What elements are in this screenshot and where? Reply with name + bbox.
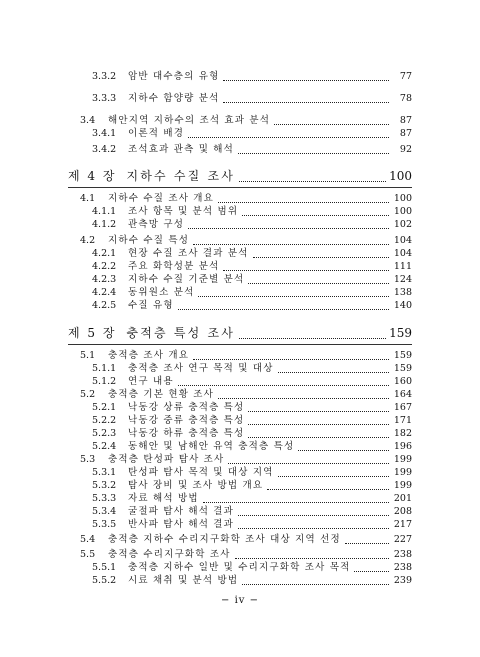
toc-entry-number: 4.2.4	[92, 287, 117, 298]
toc-entry-page: 164	[393, 389, 412, 400]
toc-entry-number: 5.3.3	[92, 493, 117, 504]
toc-entry-number: 4.2.1	[92, 248, 117, 259]
toc-entry[interactable]	[92, 518, 412, 532]
toc-entry-title: 충적층 지하수 일반 및 수리지구화학 조사 목적	[128, 562, 351, 573]
toc-entry-title: 동위원소 분석	[128, 287, 195, 298]
dot-leader	[223, 270, 389, 271]
toc-entry-title: 지하수 수질 조사 개요	[108, 193, 215, 204]
toc-entry-page: 196	[393, 441, 412, 452]
toc-entry-page: 140	[393, 300, 412, 311]
toc-entry-title: 충적층 조사 개요	[108, 350, 190, 361]
toc-entry-title: 지하수 함양량 분석	[128, 93, 220, 104]
toc-entry[interactable]	[92, 574, 412, 588]
dot-leader	[188, 228, 389, 229]
toc-entry-title: 해안지역 지하수의 조석 효과 분석	[108, 115, 271, 126]
dot-leader	[178, 385, 389, 386]
toc-entry[interactable]	[92, 561, 412, 575]
toc-entry-number: 5.5.1	[92, 562, 117, 573]
toc-entry-title: 수질 유형	[128, 300, 174, 311]
toc-entry[interactable]	[80, 234, 412, 248]
toc-entry-number: 4.2.5	[92, 300, 117, 311]
dot-leader	[267, 489, 389, 490]
dot-leader	[242, 215, 389, 216]
dot-leader	[248, 411, 389, 412]
toc-entry-title: 반사파 탐사 해석 결과	[128, 519, 235, 530]
toc-entry[interactable]	[92, 273, 412, 287]
toc-chapter-entry[interactable]	[68, 324, 412, 342]
toc-entry-page: 199	[393, 480, 412, 491]
toc-entry-page: 102	[393, 219, 412, 230]
toc-entry-title: 지하수 수질 특성	[108, 235, 190, 246]
dot-leader	[238, 153, 389, 154]
toc-entry-number: 3.3.2	[92, 71, 117, 82]
dot-leader	[235, 558, 389, 559]
toc-entry-number: 4.2.3	[92, 274, 117, 285]
dot-leader	[178, 309, 389, 310]
toc-entry-page: 124	[393, 274, 412, 285]
toc-entry-number: 5.2.2	[92, 415, 117, 426]
dot-leader	[238, 515, 389, 516]
toc-entry[interactable]	[80, 453, 412, 467]
dot-leader	[203, 502, 389, 503]
toc-entry[interactable]	[92, 375, 412, 389]
toc-entry-page: 199	[393, 454, 412, 465]
toc-entry-title: 충적층 기본 현황 조사	[108, 389, 215, 400]
dot-leader	[345, 543, 389, 544]
toc-entry-page: 100	[389, 169, 412, 183]
toc-entry-title: 지하수 수질 조사	[126, 169, 236, 183]
toc-entry-page: 87	[399, 115, 412, 126]
toc-entry-title: 조석효과 관측 및 해석	[128, 144, 235, 155]
dot-leader	[223, 80, 389, 81]
dot-leader	[278, 372, 389, 373]
toc-entry-page: 208	[393, 506, 412, 517]
toc-entry-number: 5.1.2	[92, 376, 117, 387]
chapter-divider-line	[68, 344, 412, 345]
toc-entry[interactable]	[92, 492, 412, 506]
toc-entry-title: 관측망 구성	[128, 219, 185, 230]
toc-entry[interactable]	[92, 205, 412, 219]
toc-entry-title: 암반 대수층의 유형	[128, 71, 220, 82]
toc-entry-number: 4.1.1	[92, 206, 117, 217]
dot-leader	[354, 571, 389, 572]
toc-entry-title: 충적층 탄성파 탐사 조사	[108, 454, 225, 465]
dot-leader	[198, 296, 389, 297]
toc-entry-page: 100	[393, 206, 412, 217]
toc-entry-title: 조사 항목 및 분석 범위	[128, 206, 239, 217]
toc-entry-page: 104	[393, 248, 412, 259]
toc-entry[interactable]	[92, 286, 412, 300]
toc-entry-page: 77	[399, 71, 412, 82]
toc-entry[interactable]	[92, 92, 412, 106]
toc-entry[interactable]	[92, 466, 412, 480]
toc-entry-number: 3.4	[80, 115, 96, 126]
toc-entry-title: 탄성파 탐사 목적 및 대상 지역	[128, 467, 274, 478]
dot-leader	[239, 181, 386, 182]
dot-leader	[238, 528, 389, 529]
toc-entry-number: 5.1	[80, 350, 96, 361]
toc-entry-page: 78	[399, 93, 412, 104]
page-number-footer: − iv −	[221, 595, 259, 606]
toc-entry-title: 현장 수질 조사 결과 분석	[128, 248, 249, 259]
toc-entry-number: 5.2.3	[92, 428, 117, 439]
toc-entry-page: 159	[393, 363, 412, 374]
toc-entry[interactable]	[92, 427, 412, 441]
toc-entry-title: 낙동강 하류 충적층 특성	[128, 428, 245, 439]
toc-entry-page: 104	[393, 235, 412, 246]
toc-chapter-entry[interactable]	[68, 167, 412, 185]
toc-entry[interactable]	[80, 192, 412, 206]
toc-entry-title: 주요 화학성분 분석	[128, 261, 220, 272]
toc-entry-page: 227	[393, 534, 412, 545]
toc-entry-title: 충적층 수리지구화학 조사	[108, 549, 231, 560]
toc-entry-number: 4.1	[80, 193, 96, 204]
toc-entry-page: 217	[393, 519, 412, 530]
dot-leader	[193, 244, 389, 245]
dot-leader	[248, 283, 389, 284]
toc-entry-page: 238	[393, 549, 412, 560]
toc-entry-title: 연구 내용	[128, 376, 174, 387]
toc-entry-page: 239	[393, 575, 412, 586]
toc-entry[interactable]	[80, 388, 412, 402]
toc-entry-number: 5.3.1	[92, 467, 117, 478]
toc-entry-number: 3.4.2	[92, 144, 117, 155]
toc-entry[interactable]	[92, 505, 412, 519]
toc-entry[interactable]	[80, 349, 412, 363]
toc-entry-number: 3.3.3	[92, 93, 117, 104]
toc-entry[interactable]	[92, 440, 412, 454]
dot-leader	[239, 338, 386, 339]
toc-entry-number: 5.4	[80, 534, 96, 545]
toc-entry-page: 159	[389, 326, 412, 340]
toc-entry-number: 5.2.4	[92, 441, 117, 452]
chapter-divider-line	[68, 187, 412, 188]
toc-entry-title: 충적층 조사 연구 목적 및 대상	[128, 363, 274, 374]
toc-entry-title: 탐사 장비 및 조사 방법 개요	[128, 480, 264, 491]
toc-entry-number: 4.2	[80, 235, 96, 246]
toc-entry-title: 낙동강 상류 충적층 특성	[128, 402, 245, 413]
toc-entry-page: 159	[393, 350, 412, 361]
toc-entry-page: 167	[393, 402, 412, 413]
dot-leader	[274, 124, 389, 125]
toc-entry-title: 낙동강 중류 충적층 특성	[128, 415, 245, 426]
dot-leader	[218, 202, 389, 203]
toc-entry-page: 182	[393, 428, 412, 439]
toc-entry[interactable]	[80, 114, 412, 128]
dot-leader	[278, 476, 389, 477]
toc-entry[interactable]	[92, 299, 412, 313]
toc-entry-title: 굴절파 탐사 해석 결과	[128, 506, 235, 517]
toc-entry-number: 4.1.2	[92, 219, 117, 230]
toc-entry-page: 111	[393, 261, 412, 272]
toc-entry-title: 동해안 및 남해안 유역 충적층 특성	[128, 441, 295, 452]
toc-entry-number: 5.3.2	[92, 480, 117, 491]
toc-entry-number: 5.2.1	[92, 402, 117, 413]
toc-entry[interactable]	[92, 362, 412, 376]
toc-entry-number: 5.3.5	[92, 519, 117, 530]
toc-entry-page: 199	[393, 467, 412, 478]
toc-entry-number: 4.2.2	[92, 261, 117, 272]
dot-leader	[253, 257, 389, 258]
toc-entry-page: 138	[393, 287, 412, 298]
toc-entry[interactable]	[92, 127, 412, 141]
toc-entry-page: 201	[393, 493, 412, 504]
toc-entry[interactable]	[92, 143, 412, 157]
toc-entry[interactable]	[80, 533, 412, 547]
toc-entry-number: 5.3.4	[92, 506, 117, 517]
toc-entry[interactable]	[92, 401, 412, 415]
toc-entry[interactable]	[92, 414, 412, 428]
toc-entry-title: 시료 채취 및 분석 방법	[128, 575, 239, 586]
toc-entry-number: 제 5 장	[68, 326, 117, 340]
dot-leader	[248, 424, 389, 425]
dot-leader	[228, 463, 389, 464]
toc-entry[interactable]	[92, 247, 412, 261]
dot-leader	[218, 398, 389, 399]
toc-entry-number: 5.2	[80, 389, 96, 400]
toc-entry-number: 제 4 장	[68, 169, 117, 183]
toc-entry-number: 5.5	[80, 549, 96, 560]
toc-entry-title: 자료 해석 방법	[128, 493, 199, 504]
toc-entry-page: 100	[393, 193, 412, 204]
toc-entry-title: 지하수 수질 기준별 분석	[128, 274, 245, 285]
toc-entry-number: 5.1.1	[92, 363, 117, 374]
toc-entry[interactable]	[80, 548, 412, 562]
toc-entry-page: 92	[399, 144, 412, 155]
toc-entry-page: 160	[393, 376, 412, 387]
dot-leader	[298, 450, 389, 451]
dot-leader	[242, 584, 389, 585]
toc-entry[interactable]	[92, 479, 412, 493]
toc-entry-number: 5.5.2	[92, 575, 117, 586]
toc-entry-title: 충적층 지하수 수리지구화학 조사 대상 지역 선정	[108, 534, 341, 545]
dot-leader	[193, 359, 389, 360]
toc-entry[interactable]	[92, 70, 412, 84]
toc-entry-page: 87	[399, 128, 412, 139]
toc-entry[interactable]	[92, 260, 412, 274]
toc-entry-page: 171	[393, 415, 412, 426]
toc-entry-page: 238	[393, 562, 412, 573]
dot-leader	[188, 137, 389, 138]
toc-entry[interactable]	[92, 218, 412, 232]
toc-entry-number: 3.4.1	[92, 128, 117, 139]
toc-entry-title: 이론적 배경	[128, 128, 185, 139]
dot-leader	[223, 102, 389, 103]
toc-entry-number: 5.3	[80, 454, 96, 465]
dot-leader	[248, 437, 389, 438]
toc-entry-title: 충적층 특성 조사	[126, 326, 236, 340]
